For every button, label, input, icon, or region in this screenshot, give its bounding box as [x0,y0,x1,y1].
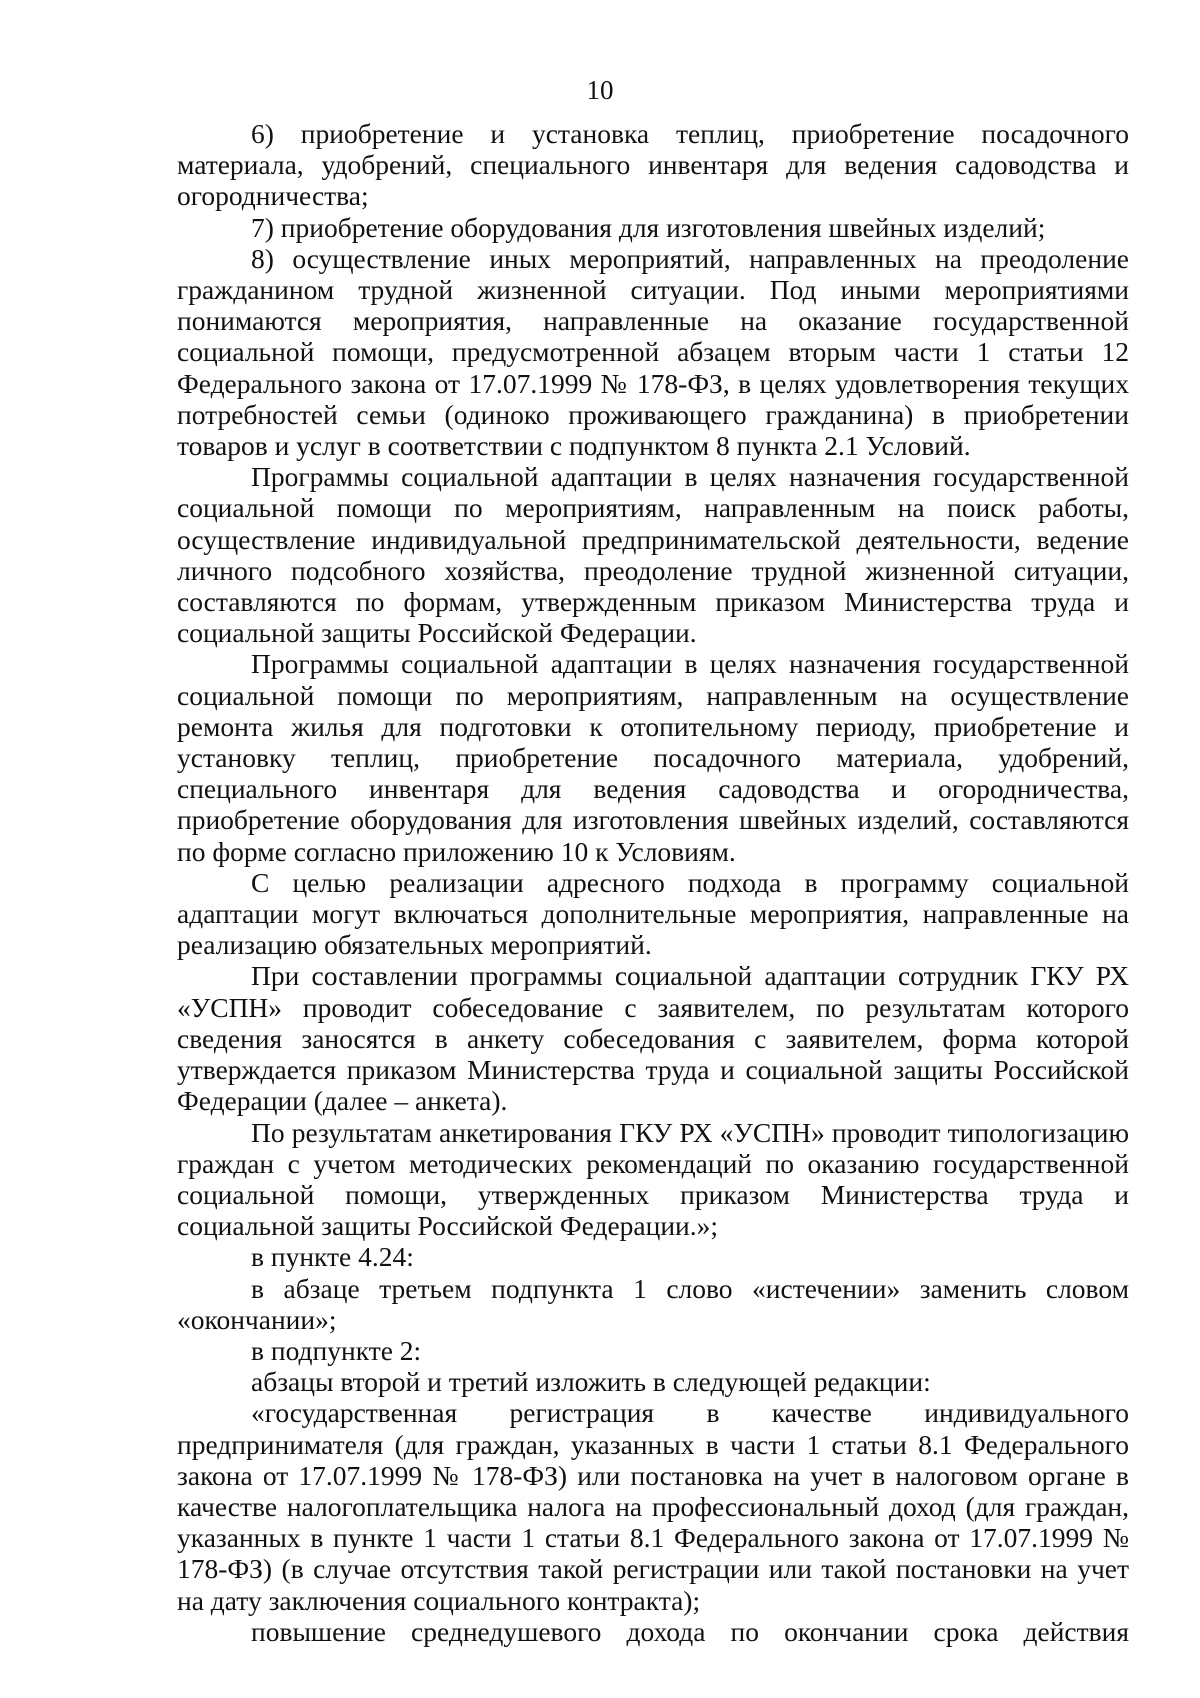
paragraph-interview: При составлении программы социальной адаптации сотрудник ГКУ РХ «УСПН» проводит собеседование с заявителем, по результатам которого сведения заносятся в анкету собеседования с заявителем, форма которой утверждается приказом Министерства труда и социальной защиты Российской Федерации (далее – анкета). [177,960,1129,1117]
paragraph-registration: «государственная регистрация в качестве индивидуального предпринимателя (для граждан, указанных в части 1 статьи 8.1 Федерального закона от 17.07.1999 № 178-ФЗ) или постановка на учет в налоговом органе в качестве налогоплательщика налога на профессиональный доход (для граждан, указанных в пункте 1 части 1 статьи 8.1 Федерального закона от 17.07.1999 № 178-ФЗ) (в случае отсутствия такой регистрации или такой постановки на учет на дату заключения социального контракта); [177,1397,1129,1616]
paragraph-item-7: 7) приобретение оборудования для изготовления швейных изделий; [251,211,1046,243]
paragraph-typology: По результатам анкетирования ГКУ РХ «УСПН» проводит типологизацию граждан с учетом методических рекомендаций по оказанию государственной социальной помощи, утвержденных приказом Министерства труда и социальной защиты Российской Федерации.»; [177,1116,1129,1242]
paragraph-income-increase: повышение среднедушевого дохода по окончании срока действия [251,1615,1129,1647]
document-body [177,118,1129,1647]
page-number: 10 [586,75,614,105]
paragraph-clause-4-24: в пункте 4.24: [251,1241,414,1273]
paragraph-item-6: 6) приобретение и установка теплиц, приобретение посадочного материала, удобрений, специального инвентаря для ведения садоводства и огородничества; [177,118,1129,212]
paragraph-item-8: 8) осуществление иных мероприятий, направленных на преодоление гражданином трудной жизненной ситуации. Под иными мероприятиями понимаются мероприятия, направленные на оказание государственной социальной помощи, предусмотренной абзацем вторым части 1 статьи 12 Федерального закона от 17.07.1999 № 178-ФЗ, в целях удовлетворения текущих потребностей семьи (одиноко проживающего гражданина) в приобретении товаров и услуг в соответствии с подпунктом 8 пункта 2.1 Условий. [177,242,1129,462]
paragraph-new-wording: абзацы второй и третий изложить в следующей редакции: [251,1366,931,1398]
paragraph-additional-measures: С целью реализации адресного подхода в программу социальной адаптации могут включаться дополнительные мероприятия, направленные на реализацию обязательных мероприятий. [177,866,1129,961]
paragraph-programs-repair: Программы социальной адаптации в целях назначения государственной социальной помощи по мероприятиям, направленным на осуществление ремонта жилья для подготовки к отопительному периоду, приобретение и установку теплиц, приобретение посадочного материала, удобрений, специального инвентаря для ведения садоводства и огородничества, приобретение оборудования для изготовления швейных изделий, составляются по форме согласно приложению 10 к Условиям. [177,648,1129,867]
paragraph-programs-general: Программы социальной адаптации в целях назначения государственной социальной помощи по мероприятиям, направленным на поиск работы, осуществление индивидуальной предпринимательской деятельности, ведение личного подсобного хозяйства, преодоление трудной жизненной ситуации, составляются по формам, утвержденным приказом Министерства труда и социальной защиты Российской Федерации. [177,461,1129,649]
paragraph-word-replacement: в абзаце третьем подпункта 1 слово «истечении» заменить словом «окончании»; [177,1272,1129,1335]
paragraph-subclause-2: в подпункте 2: [251,1334,422,1366]
